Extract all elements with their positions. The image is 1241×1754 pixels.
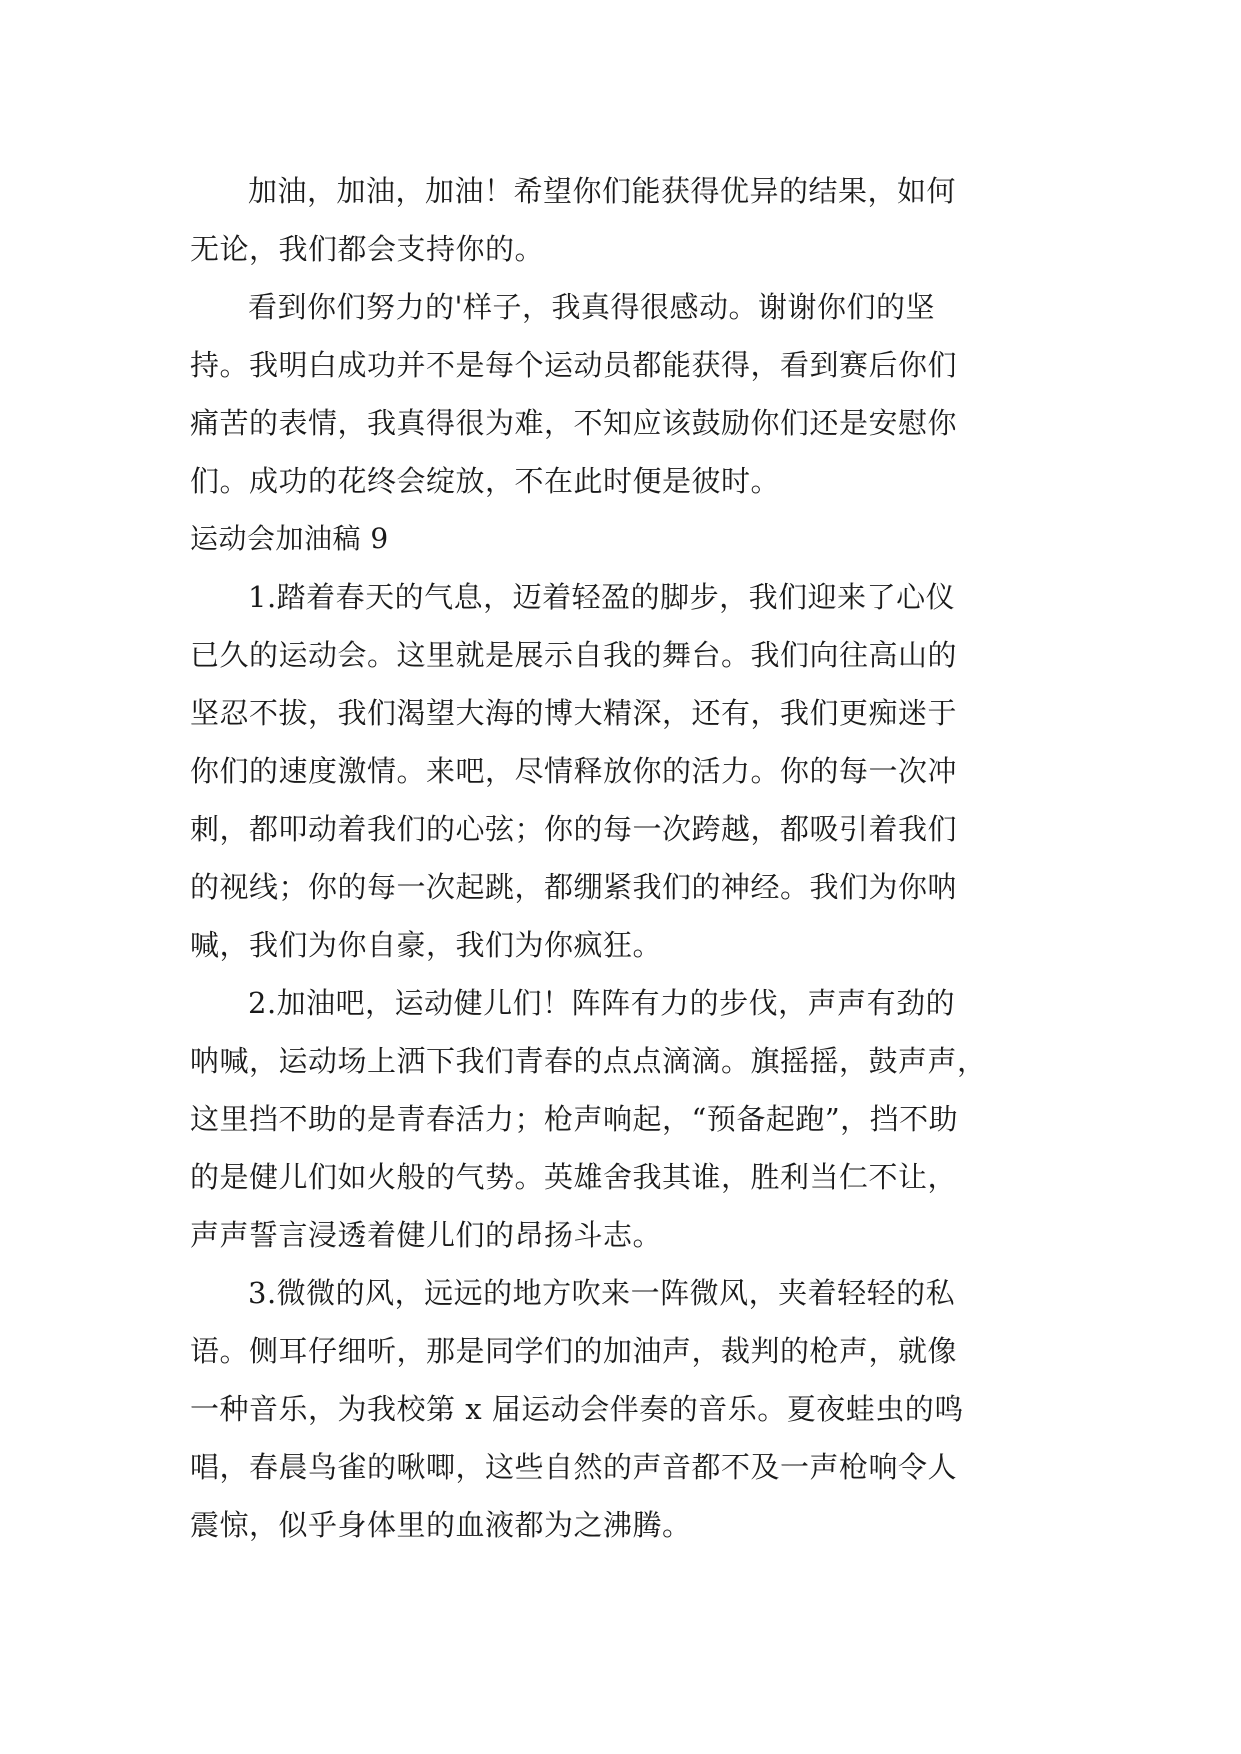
document-body xyxy=(190,162,1070,1554)
paragraph: 1.踏着春天的气息，迈着轻盈的脚步，我们迎来了心仪 已久的运动会。这里就是展示自我的舞台。我们向往高山的 坚忍不拔，我们渴望大海的博大精深，还有，我们更痴迷于 你们的速度激情。来吧，尽情释放你的活力。你的每一次冲 刺，都叩动着我们的心弦；你的每一次跨越，都吸引着我们 的视线；你的每一次起跳，都绷紧我们的神经。我们为你呐 喊，我们为你自豪，我们为你疯狂。 xyxy=(190,580,958,962)
paragraph: 看到你们努力的'样子，我真得很感动。谢谢你们的坚 持。我明白成功并不是每个运动员都能获得，看到赛后你们 痛苦的表情，我真得很为难，不知应该鼓励你们还是安慰你 们。成功的花终会绽放，不在此时便是彼时。 xyxy=(190,290,958,498)
paragraph: 3.微微的风，远远的地方吹来一阵微风，夹着轻轻的私 语。侧耳仔细听，那是同学们的加油声，裁判的枪声，就像 一种音乐，为我校第 x 届运动会伴奏的音乐。夏夜蛙虫的鸣 唱，春晨鸟雀的啾唧，这些自然的声音都不及一声枪响令人 震惊，似乎身体里的血液都为之沸腾。 xyxy=(190,1276,964,1542)
paragraph: 加油，加油，加油！希望你们能获得优异的结果，如何 无论，我们都会支持你的。 xyxy=(190,174,957,266)
paragraph: 2.加油吧，运动健儿们！阵阵有力的步伐，声声有劲的 呐喊，运动场上洒下我们青春的点点滴滴。旗摇摇，鼓声声， 这里挡不助的是青春活力；枪声响起，“预备起跑”，挡不助 的是健儿们如火般的气势。英雄舍我其谁，胜利当仁不让， 声声誓言浸透着健儿们的昂扬斗志。 xyxy=(190,986,987,1252)
section-title: 运动会加油稿 9 xyxy=(190,522,389,555)
